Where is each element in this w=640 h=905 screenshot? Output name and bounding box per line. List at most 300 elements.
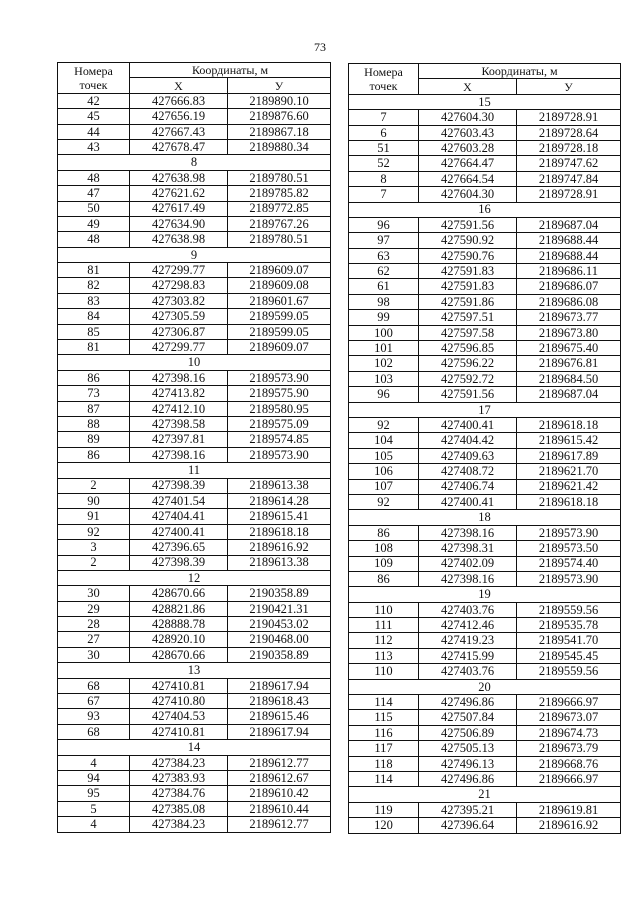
point-number-cell: 108 [349, 541, 419, 556]
point-number-cell: 86 [349, 571, 419, 586]
table-row [58, 509, 331, 524]
point-number-cell: 81 [58, 340, 130, 355]
y-coordinate-cell: 2189612.67 [228, 770, 331, 785]
point-number-cell: 5 [58, 801, 130, 816]
group-header-row [58, 355, 331, 370]
group-header-row [349, 679, 621, 694]
table-row [58, 540, 331, 555]
table-row [349, 371, 621, 386]
y-coordinate-cell: 2189687.04 [517, 217, 621, 232]
y-coordinate-cell: 2189574.40 [517, 556, 621, 571]
y-coordinate-cell: 2189580.95 [228, 401, 331, 416]
y-coordinate-cell: 2189617.89 [517, 448, 621, 463]
y-coordinate-cell: 2189573.90 [228, 447, 331, 462]
y-coordinate-cell: 2189747.84 [517, 171, 621, 186]
y-coordinate-cell: 2189541.70 [517, 633, 621, 648]
y-coordinate-cell: 2189609.07 [228, 340, 331, 355]
point-number-cell: 88 [58, 416, 130, 431]
y-coordinate-cell: 2189609.07 [228, 263, 331, 278]
y-coordinate-cell: 2189674.73 [517, 725, 621, 740]
x-coordinate-cell: 427412.10 [130, 401, 228, 416]
x-coordinate-cell: 427621.62 [130, 186, 228, 201]
x-coordinate-cell: 427678.47 [130, 139, 228, 154]
x-coordinate-cell: 427403.76 [419, 602, 517, 617]
table-row [349, 556, 621, 571]
x-coordinate-cell: 427664.54 [419, 171, 517, 186]
page-number: 73 [314, 40, 326, 54]
point-number-cell: 91 [58, 509, 130, 524]
x-coordinate-cell: 427400.41 [130, 524, 228, 539]
y-coordinate-cell: 2189728.18 [517, 140, 621, 155]
y-coordinate-cell: 2189684.50 [517, 371, 621, 386]
x-coordinate-cell: 427396.64 [419, 818, 517, 833]
y-coordinate-cell: 2189559.56 [517, 602, 621, 617]
group-header-row [58, 740, 331, 755]
table-row [349, 125, 621, 140]
y-coordinate-cell: 2189686.07 [517, 279, 621, 294]
header-x: X [419, 79, 517, 94]
table-row [349, 187, 621, 202]
table-row [349, 110, 621, 125]
point-number-cell: 104 [349, 433, 419, 448]
group-header-row [58, 663, 331, 678]
table-row [349, 710, 621, 725]
table-row [349, 448, 621, 463]
table-row [349, 633, 621, 648]
point-number-cell: 67 [58, 694, 130, 709]
table-row [349, 571, 621, 586]
x-coordinate-cell: 427406.74 [419, 479, 517, 494]
point-number-cell: 2 [58, 478, 130, 493]
table-row [58, 709, 331, 724]
y-coordinate-cell: 2189613.38 [228, 478, 331, 493]
point-number-cell: 110 [349, 602, 419, 617]
table-row [349, 648, 621, 663]
x-coordinate-cell: 427384.23 [130, 755, 228, 770]
group-header-row [349, 402, 621, 417]
y-coordinate-cell: 2189619.81 [517, 802, 621, 817]
group-header-row [58, 570, 331, 585]
table-row [58, 432, 331, 447]
y-coordinate-cell: 2189675.40 [517, 341, 621, 356]
point-number-cell: 2 [58, 555, 130, 570]
x-coordinate-cell: 427397.81 [130, 432, 228, 447]
point-number-cell: 97 [349, 233, 419, 248]
table-row [58, 447, 331, 462]
y-coordinate-cell: 2189618.18 [228, 524, 331, 539]
x-coordinate-cell: 427398.16 [130, 370, 228, 385]
group-header-row [349, 510, 621, 525]
table-row [58, 801, 331, 816]
table-body-right [349, 94, 621, 833]
point-number-cell: 8 [349, 171, 419, 186]
point-number-cell: 101 [349, 341, 419, 356]
point-number-cell: 107 [349, 479, 419, 494]
point-number-cell: 86 [58, 447, 130, 462]
y-coordinate-cell: 2189728.91 [517, 110, 621, 125]
table-row [349, 818, 621, 833]
y-coordinate-cell: 2189688.44 [517, 233, 621, 248]
header-y: У [517, 79, 621, 94]
table-row [349, 695, 621, 710]
table-row [349, 756, 621, 771]
group-number: 20 [349, 679, 621, 694]
point-number-cell: 73 [58, 386, 130, 401]
x-coordinate-cell: 427596.85 [419, 341, 517, 356]
y-coordinate-cell: 2189673.07 [517, 710, 621, 725]
y-coordinate-cell: 2189666.97 [517, 771, 621, 786]
group-number: 9 [58, 247, 331, 262]
group-number: 8 [58, 155, 331, 170]
table-row [349, 464, 621, 479]
y-coordinate-cell: 2189686.11 [517, 264, 621, 279]
y-coordinate-cell: 2189617.94 [228, 724, 331, 739]
point-number-cell: 44 [58, 124, 130, 139]
table-row [58, 724, 331, 739]
point-number-cell: 92 [58, 524, 130, 539]
y-coordinate-cell: 2189618.18 [517, 417, 621, 432]
point-number-cell: 7 [349, 110, 419, 125]
point-number-cell: 83 [58, 293, 130, 308]
point-number-cell: 92 [349, 494, 419, 509]
x-coordinate-cell: 427403.76 [419, 664, 517, 679]
point-number-cell: 4 [58, 755, 130, 770]
x-coordinate-cell: 427596.22 [419, 356, 517, 371]
point-number-cell: 30 [58, 647, 130, 662]
header-points: Номера точек [349, 64, 419, 95]
table-row [58, 93, 331, 108]
point-number-cell: 117 [349, 741, 419, 756]
point-number-cell: 99 [349, 310, 419, 325]
point-number-cell: 94 [58, 770, 130, 785]
point-number-cell: 119 [349, 802, 419, 817]
y-coordinate-cell: 2189673.77 [517, 310, 621, 325]
x-coordinate-cell: 427410.80 [130, 694, 228, 709]
table-row [58, 340, 331, 355]
group-number: 18 [349, 510, 621, 525]
point-number-cell: 3 [58, 540, 130, 555]
x-coordinate-cell: 427666.83 [130, 93, 228, 108]
table-row [349, 387, 621, 402]
table-row [58, 216, 331, 231]
point-number-cell: 109 [349, 556, 419, 571]
y-coordinate-cell: 2189615.46 [228, 709, 331, 724]
point-number-cell: 49 [58, 216, 130, 231]
x-coordinate-cell: 427413.82 [130, 386, 228, 401]
table-row [349, 479, 621, 494]
x-coordinate-cell: 427604.30 [419, 187, 517, 202]
point-number-cell: 43 [58, 139, 130, 154]
x-coordinate-cell: 428821.86 [130, 601, 228, 616]
table-row [58, 263, 331, 278]
x-coordinate-cell: 427505.13 [419, 741, 517, 756]
table-row [58, 632, 331, 647]
x-coordinate-cell: 427398.31 [419, 541, 517, 556]
table-row [58, 617, 331, 632]
y-coordinate-cell: 2190358.89 [228, 647, 331, 662]
table-row [349, 171, 621, 186]
point-number-cell: 120 [349, 818, 419, 833]
point-number-cell: 61 [349, 279, 419, 294]
y-coordinate-cell: 2189747.62 [517, 156, 621, 171]
point-number-cell: 4 [58, 817, 130, 832]
x-coordinate-cell: 427396.65 [130, 540, 228, 555]
x-coordinate-cell: 427398.39 [130, 478, 228, 493]
y-coordinate-cell: 2189772.85 [228, 201, 331, 216]
group-header-row [58, 463, 331, 478]
y-coordinate-cell: 2189618.18 [517, 494, 621, 509]
table-row [58, 124, 331, 139]
x-coordinate-cell: 427383.93 [130, 770, 228, 785]
x-coordinate-cell: 427496.86 [419, 695, 517, 710]
header-x: X [130, 78, 228, 93]
y-coordinate-cell: 2189673.80 [517, 325, 621, 340]
table-row [58, 186, 331, 201]
x-coordinate-cell: 427398.16 [130, 447, 228, 462]
x-coordinate-cell: 427507.84 [419, 710, 517, 725]
point-number-cell: 98 [349, 294, 419, 309]
point-number-cell: 62 [349, 264, 419, 279]
table-row [58, 278, 331, 293]
x-coordinate-cell: 427597.58 [419, 325, 517, 340]
table-row [58, 493, 331, 508]
point-number-cell: 50 [58, 201, 130, 216]
point-number-cell: 48 [58, 170, 130, 185]
x-coordinate-cell: 427398.58 [130, 416, 228, 431]
point-number-cell: 112 [349, 633, 419, 648]
group-number: 12 [58, 570, 331, 585]
x-coordinate-cell: 427603.28 [419, 140, 517, 155]
y-coordinate-cell: 2189867.18 [228, 124, 331, 139]
x-coordinate-cell: 427591.56 [419, 217, 517, 232]
table-row [58, 309, 331, 324]
group-number: 17 [349, 402, 621, 417]
table-row [58, 601, 331, 616]
x-coordinate-cell: 428888.78 [130, 617, 228, 632]
table-row [58, 293, 331, 308]
y-coordinate-cell: 2189616.92 [517, 818, 621, 833]
point-number-cell: 116 [349, 725, 419, 740]
point-number-cell: 106 [349, 464, 419, 479]
table-row [58, 232, 331, 247]
x-coordinate-cell: 427591.86 [419, 294, 517, 309]
y-coordinate-cell: 2189573.90 [228, 370, 331, 385]
x-coordinate-cell: 427667.43 [130, 124, 228, 139]
y-coordinate-cell: 2189728.91 [517, 187, 621, 202]
y-coordinate-cell: 2189573.90 [517, 571, 621, 586]
y-coordinate-cell: 2189612.77 [228, 817, 331, 832]
point-number-cell: 47 [58, 186, 130, 201]
point-number-cell: 68 [58, 724, 130, 739]
group-number: 11 [58, 463, 331, 478]
y-coordinate-cell: 2189668.76 [517, 756, 621, 771]
table-row [58, 817, 331, 832]
table-row [58, 201, 331, 216]
x-coordinate-cell: 427402.09 [419, 556, 517, 571]
table-row [349, 341, 621, 356]
table-row [349, 618, 621, 633]
y-coordinate-cell: 2189780.51 [228, 232, 331, 247]
y-coordinate-cell: 2189610.42 [228, 786, 331, 801]
table-row [349, 602, 621, 617]
y-coordinate-cell: 2189613.38 [228, 555, 331, 570]
y-coordinate-cell: 2189615.42 [517, 433, 621, 448]
x-coordinate-cell: 427506.89 [419, 725, 517, 740]
y-coordinate-cell: 2189612.77 [228, 755, 331, 770]
header-y: У [228, 78, 331, 93]
x-coordinate-cell: 427299.77 [130, 340, 228, 355]
table-row [58, 109, 331, 124]
table-row [58, 524, 331, 539]
point-number-cell: 115 [349, 710, 419, 725]
point-number-cell: 105 [349, 448, 419, 463]
table-row [349, 217, 621, 232]
group-number: 13 [58, 663, 331, 678]
y-coordinate-cell: 2189621.42 [517, 479, 621, 494]
table-row [349, 140, 621, 155]
point-number-cell: 42 [58, 93, 130, 108]
point-number-cell: 85 [58, 324, 130, 339]
point-number-cell: 89 [58, 432, 130, 447]
group-header-row [349, 587, 621, 602]
y-coordinate-cell: 2189687.04 [517, 387, 621, 402]
y-coordinate-cell: 2189618.43 [228, 694, 331, 709]
table-row [349, 494, 621, 509]
x-coordinate-cell: 427591.56 [419, 387, 517, 402]
x-coordinate-cell: 427664.47 [419, 156, 517, 171]
point-number-cell: 52 [349, 156, 419, 171]
point-number-cell: 114 [349, 695, 419, 710]
y-coordinate-cell: 2189610.44 [228, 801, 331, 816]
y-coordinate-cell: 2189616.92 [228, 540, 331, 555]
table-row [349, 541, 621, 556]
point-number-cell: 45 [58, 109, 130, 124]
point-number-cell: 48 [58, 232, 130, 247]
y-coordinate-cell: 2189609.08 [228, 278, 331, 293]
x-coordinate-cell: 427404.53 [130, 709, 228, 724]
table-row [349, 325, 621, 340]
point-number-cell: 6 [349, 125, 419, 140]
x-coordinate-cell: 427590.92 [419, 233, 517, 248]
table-row [349, 525, 621, 540]
table-row [58, 139, 331, 154]
x-coordinate-cell: 427385.08 [130, 801, 228, 816]
point-number-cell: 96 [349, 387, 419, 402]
x-coordinate-cell: 427305.59 [130, 309, 228, 324]
x-coordinate-cell: 427656.19 [130, 109, 228, 124]
table-row [58, 370, 331, 385]
point-number-cell: 51 [349, 140, 419, 155]
point-number-cell: 95 [58, 786, 130, 801]
header-coordinates: Координаты, м [419, 64, 621, 79]
y-coordinate-cell: 2189686.08 [517, 294, 621, 309]
y-coordinate-cell: 2189601.67 [228, 293, 331, 308]
point-number-cell: 7 [349, 187, 419, 202]
point-number-cell: 86 [58, 370, 130, 385]
table-row [349, 310, 621, 325]
x-coordinate-cell: 427592.72 [419, 371, 517, 386]
point-number-cell: 110 [349, 664, 419, 679]
table-row [349, 248, 621, 263]
table-row [58, 555, 331, 570]
x-coordinate-cell: 427591.83 [419, 264, 517, 279]
y-coordinate-cell: 2189545.45 [517, 648, 621, 663]
table-row [349, 279, 621, 294]
y-coordinate-cell: 2190421.31 [228, 601, 331, 616]
x-coordinate-cell: 427400.41 [419, 417, 517, 432]
group-header-row [58, 155, 331, 170]
y-coordinate-cell: 2189785.82 [228, 186, 331, 201]
point-number-cell: 103 [349, 371, 419, 386]
y-coordinate-cell: 2189666.97 [517, 695, 621, 710]
x-coordinate-cell: 427398.16 [419, 571, 517, 586]
table-row [349, 741, 621, 756]
x-coordinate-cell: 427395.21 [419, 802, 517, 817]
y-coordinate-cell: 2189535.78 [517, 618, 621, 633]
x-coordinate-cell: 427398.39 [130, 555, 228, 570]
y-coordinate-cell: 2189573.50 [517, 541, 621, 556]
x-coordinate-cell: 428670.66 [130, 647, 228, 662]
y-coordinate-cell: 2189673.79 [517, 741, 621, 756]
group-number: 15 [349, 94, 621, 109]
point-number-cell: 86 [349, 525, 419, 540]
point-number-cell: 92 [349, 417, 419, 432]
table-row [58, 694, 331, 709]
point-number-cell: 96 [349, 217, 419, 232]
y-coordinate-cell: 2189621.70 [517, 464, 621, 479]
x-coordinate-cell: 427410.81 [130, 724, 228, 739]
x-coordinate-cell: 427298.83 [130, 278, 228, 293]
point-number-cell: 82 [58, 278, 130, 293]
point-number-cell: 63 [349, 248, 419, 263]
x-coordinate-cell: 427408.72 [419, 464, 517, 479]
coordinates-table-right [348, 63, 621, 834]
header-points: Номера точек [58, 63, 130, 94]
x-coordinate-cell: 427496.86 [419, 771, 517, 786]
y-coordinate-cell: 2189876.60 [228, 109, 331, 124]
y-coordinate-cell: 2189767.26 [228, 216, 331, 231]
group-number: 14 [58, 740, 331, 755]
point-number-cell: 29 [58, 601, 130, 616]
point-number-cell: 114 [349, 771, 419, 786]
point-number-cell: 30 [58, 586, 130, 601]
x-coordinate-cell: 427415.99 [419, 648, 517, 663]
group-number: 10 [58, 355, 331, 370]
y-coordinate-cell: 2190358.89 [228, 586, 331, 601]
table-row [349, 725, 621, 740]
header-coordinates: Координаты, м [130, 63, 331, 78]
table-row [58, 755, 331, 770]
table-row [349, 356, 621, 371]
x-coordinate-cell: 427404.42 [419, 433, 517, 448]
table-row [58, 647, 331, 662]
point-number-cell: 81 [58, 263, 130, 278]
x-coordinate-cell: 427591.83 [419, 279, 517, 294]
y-coordinate-cell: 2189575.09 [228, 416, 331, 431]
x-coordinate-cell: 427634.90 [130, 216, 228, 231]
x-coordinate-cell: 427303.82 [130, 293, 228, 308]
table-row [58, 678, 331, 693]
x-coordinate-cell: 427400.41 [419, 494, 517, 509]
table-row [58, 586, 331, 601]
x-coordinate-cell: 427496.13 [419, 756, 517, 771]
point-number-cell: 118 [349, 756, 419, 771]
point-number-cell: 111 [349, 618, 419, 633]
x-coordinate-cell: 427299.77 [130, 263, 228, 278]
table-body-left [58, 93, 331, 832]
x-coordinate-cell: 427404.41 [130, 509, 228, 524]
y-coordinate-cell: 2189615.41 [228, 509, 331, 524]
